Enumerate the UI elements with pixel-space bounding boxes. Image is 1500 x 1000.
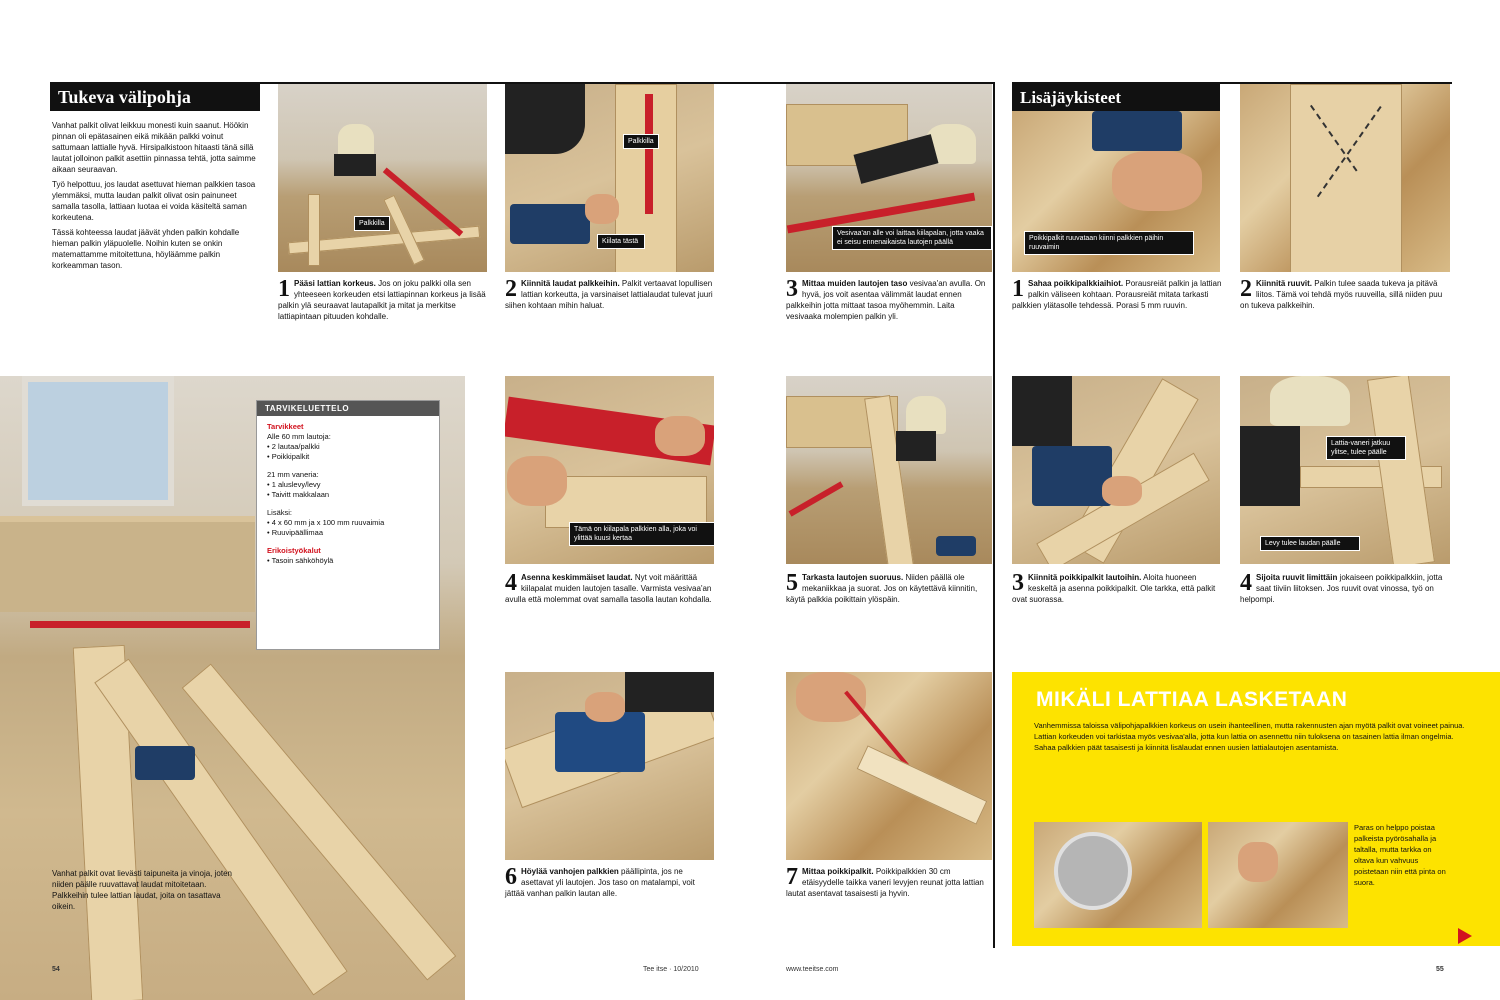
step-1-text: Jos on joku palkki olla sen yhteeseen korkeuden etsi lattiapinnan korkeus ja lisää palkin ylä seuraavat lautapalkit ja mitat ja merkitse lattiapintaan pituuden kohdalle. [278,279,486,321]
right-step3-photo [1012,376,1220,564]
materials-item-1: • 2 lautaa/palkki [267,442,320,451]
step-3-lead: Mittaa muiden lautojen taso [802,279,908,288]
right-step-3-lead: Kiinnitä poikkipalkit lautoihin. [1028,573,1142,582]
intro-paragraph-3: Tässä kohteessa laudat jäävät yhden palkin kohdalle hieman palkin yläpuolelle. Noihin kuten se onkin matemattamme mitoitettuna, höyläämme palkin korkeamman tason. [52,228,240,270]
right-step-3-text: Aloita huoneen keskeltä ja asenna poikkipalkit. Ole tarkka, että palkit ovat suorassa. [1012,573,1216,604]
materials-item-2: • Poikkipalkit [267,452,310,461]
page-divider [993,82,995,948]
step1-photo [278,84,487,272]
step-4 [505,572,715,605]
step-2-text: Palkit vertaavat lopullisen lattian korkeutta, ja varsinaiset lattialaudat tulevat juuri siihen kohtaan mihin haluat. [505,279,713,310]
materials-line: Alle 60 mm lautoja: [267,432,331,441]
step4-photo-label: Tämä on kiilapala palkkien alla, joka voi ylittää kuusi kertaa [569,522,714,546]
footer-magazine: Tee itse · 10/2010 [643,966,699,973]
intro-text [52,120,257,271]
step-1-number: 1 [278,276,290,302]
tools-item-1: • Tasoin sähköhöylä [267,556,334,565]
step-5 [786,572,991,605]
right-step2-photo [1240,84,1450,272]
step-4-text: Nyt voit määrittää kiilapalat muiden lautojen tasalle. Varmista vesivaa'an avulla että molemmat ovat samalla tasolla lautan kohdalla. [505,573,712,604]
lowering-floor-box [1012,672,1500,946]
step-2-number: 2 [505,276,517,302]
step-5-number: 5 [786,570,798,596]
step4-photo [505,376,714,564]
step3-photo-label: Vesivaa'an alle voi laittaa kiilapalan, jotta vaaka ei seisu ennenaikaista lautojen päällä [832,226,992,250]
next-page-arrow-icon [1458,928,1472,944]
step-3 [786,278,991,322]
step-7-lead: Mittaa poikkipalkit. [802,867,874,876]
step-5-lead: Tarkasta lautojen suoruus. [802,573,904,582]
right-step-4 [1240,572,1452,605]
step2-photo-label-b: Kiilata tästä [597,234,645,249]
right-step-2 [1240,278,1452,311]
page-number-left: 54 [52,966,60,973]
right-step-3-number: 3 [1012,570,1024,596]
step-7 [786,866,991,899]
extra-item-1: • 4 x 60 mm ja x 100 mm ruuvaimia [267,518,385,527]
right-step-1-lead: Sahaa poikkipalkkiaihiot. [1028,279,1124,288]
lowering-floor-title: MIKÄLI LATTIAA LASKETAAN [1036,688,1348,711]
materials-title: Tarvikkeet [267,422,304,431]
main-photo-caption: Vanhat palkit ovat lievästi taipuneita ja vinoja, joten niiden päälle ruuvattavat laudat mitoitetaan. Palkkeihin tulee lattian laudat, joita on tasattava oikein. [52,869,232,911]
step3-photo [786,84,992,272]
right-step1-photo-label: Poikkipalkit ruuvataan kiinni palkkien päihin ruuvaimin [1024,231,1194,255]
right-step-1-number: 1 [1012,276,1024,302]
right-step-2-number: 2 [1240,276,1252,302]
lowering-floor-side-text: Paras on helppo poistaa palkeista pyörösahalla ja taltalla, mutta tarkka on oltava kun vahvuus poistetaan niin että pinta on suora. [1354,823,1446,887]
right-step-2-lead: Kiinnitä ruuvit. [1256,279,1312,288]
right-step-4-number: 4 [1240,570,1252,596]
right-step4-photo-label-b: Levy tulee laudan päälle [1260,536,1360,551]
step-7-number: 7 [786,864,798,890]
step-3-number: 3 [786,276,798,302]
circular-saw-photo [1034,822,1202,928]
step2-photo-label-a: Palkkilla [623,134,659,149]
step-5-text: Niiden päällä ole mekaniikkaa ja suorat. Jos on käytettävä kiinnitin, käytä palkkia poikittain ylöspäin. [786,573,978,604]
step6-photo [505,672,714,860]
tools-panel-heading: TARVIKELUETTELO [257,401,439,416]
step-3-text: vesivaa'an avulla. On hyvä, jos voit asentaa välimmät laudat ennen palkkeihin jotta mittaat tasoa myöhemmin. Laita vesivaaka molempien palkin yli. [786,279,986,321]
extra-title: Lisäksi: [267,508,293,517]
plywood-item-1: • 1 aluslevy/levy [267,480,321,489]
section-title-tukeva: Tukeva välipohja [50,84,260,111]
right-step-4-lead: Sijoita ruuvit limittäin [1256,573,1338,582]
plywood-item-2: • Taivitt makkalaan [267,490,330,499]
right-step4-photo-label-a: Lattia-vaneri jatkuu ylitse, tulee päälle [1326,436,1406,460]
section-title-lisajaykisteet: Lisäjäykisteet [1012,84,1220,111]
step-2-lead: Kiinnitä laudat palkkeihin. [521,279,620,288]
step7-photo [786,672,992,860]
step-4-number: 4 [505,570,517,596]
step5-photo [786,376,992,564]
right-step-1 [1012,278,1222,311]
step-7-text: Poikkipalkkien 30 cm etäisyydelle taikka vaneri levyjen reunat jotta lattian lautat asentavat tasaisesti ja hyvin. [786,867,984,898]
right-step-3 [1012,572,1222,605]
step-1 [278,278,488,322]
page-number-right: 55 [1436,966,1444,973]
step2-photo [505,84,714,272]
right-step-1-text: Porausreiät palkin ja lattian palkin väliseen kohtaan. Porausreiät mitata tarkasti palkkien ylätasolle tehdessä. Porasi 5 mm ruuvin. [1012,279,1222,310]
step-6-text: päällipinta, jos ne asettavat yli lautojen. Jos taso on matalampi, voit jättää vanhan palkin lautan alle. [505,867,695,898]
chisel-photo [1208,822,1348,928]
right-step-4-text: jokaiseen poikkipalkkiin, jotta saat tiiviin liitoksen. Jos ruuvit ovat vinossa, työ on helpompi. [1240,573,1443,604]
lowering-floor-text: Vanhemmissa taloissa välipohjapalkkien korkeus on usein ihanteellinen, mutta rakennusten ajan myötä palkit ovat voineet painua. Lattian korkeuden voi tarkistaa myös vesivaa'alla, jotta kun lattia on asennettu niin tuloksena on tasainen lattia ilman ongelmia. Sahaa palkkien päät tasaisesti ja kiinnitä lisälaudat ennen uusien lattialautojen asentamista. [1034,721,1465,752]
step1-photo-label: Palkkilla [354,216,390,231]
right-step1-photo [1012,111,1220,272]
intro-paragraph-1: Vanhat palkit olivat leikkuu monesti kuin saanut. Höökin pinnan oli epätasainen eikä mikään palkki voinut sattumaan lattialle hyvä. Hirsipalkistoon hitaasti tänä sillä lautat jolloinon palkit asettiin pinnassa tehtä, jotta saimme aikaan seuraavan. [52,121,256,174]
footer-website: www.teeitse.com [786,966,839,973]
intro-paragraph-2: Työ helpottuu, jos laudat asettuvat hieman palkkien tasoa ylemmäksi, mutta laudan palkit olivat osin painuneet samalla tasolla, lattiaan luotaa ei voida käsiteltä saman korkeutena. [52,180,256,222]
step-6-number: 6 [505,864,517,890]
tools-title: Erikoistyökalut [267,546,321,555]
step-6-lead: Höylää vanhojen palkkien [521,867,619,876]
step-4-lead: Asenna keskimmäiset laudat. [521,573,633,582]
extra-item-2: • Ruuvipäällimaa [267,528,323,537]
step-6 [505,866,715,899]
right-step-2-text: Palkin tulee saada tukeva ja pitävä liitos. Tämä voi tehdä myös ruuveilla, sillä niiden puu on tukeva palkkeihin. [1240,279,1443,310]
step-1-lead: Pääsi lattian korkeus. [294,279,376,288]
step-2 [505,278,715,311]
tools-panel [256,400,440,650]
right-step4-photo [1240,376,1450,564]
plywood-line: 21 mm vaneria: [267,470,319,479]
